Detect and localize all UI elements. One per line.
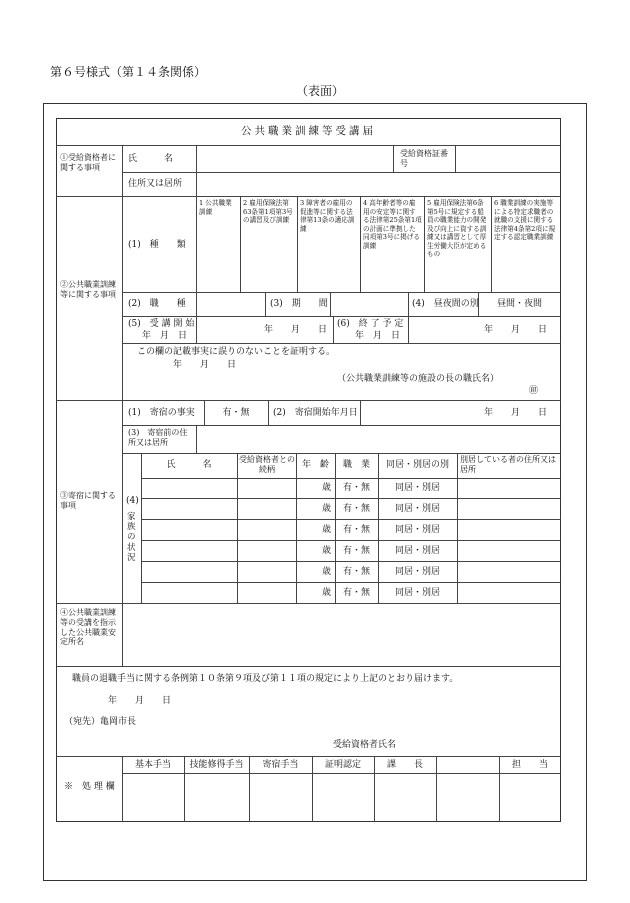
facility-head-label: （公共職業訓練等の施設の長の職氏名） bbox=[337, 374, 500, 384]
start-label: (5) 受 講 開 始 bbox=[128, 319, 195, 329]
start-label-ymd: 年 月 日 bbox=[142, 331, 188, 341]
type-label: (1) 種 類 bbox=[128, 240, 186, 250]
type-option-5[interactable]: 5 雇用保険法第6条第5号に規定する船員の職業能力の開発及び向上に資する訓練又は講習として厚生労働大臣が定めるもの bbox=[427, 199, 487, 259]
family-label: 家族の状況 bbox=[127, 512, 136, 563]
name-label: 氏 名 bbox=[128, 154, 174, 164]
end-date-field[interactable]: 年 月 日 bbox=[484, 325, 548, 335]
cohab-choice[interactable]: 同居・別居 bbox=[394, 567, 440, 577]
lodging-start-date[interactable]: 年 月 日 bbox=[484, 408, 548, 418]
col-cohabitation: 同居・別居の別 bbox=[385, 460, 449, 470]
age-unit: 歳 bbox=[322, 588, 332, 598]
proc-col-staff: 担 当 bbox=[511, 760, 548, 770]
proc-col-chief: 課 長 bbox=[386, 760, 423, 770]
applicant-name-label: 受給資格者氏名 bbox=[333, 740, 397, 750]
job-choice[interactable]: 有・無 bbox=[342, 483, 370, 493]
type-option-2[interactable]: 2 雇用保険法第63条第1項第3号の講習及び訓練 bbox=[243, 199, 293, 225]
end-label-ymd: 年 月 日 bbox=[355, 331, 401, 341]
prev-address-field[interactable] bbox=[197, 426, 560, 452]
job-choice[interactable]: 有・無 bbox=[342, 546, 370, 556]
col-relation: 受給資格者との続柄 bbox=[239, 455, 295, 474]
certify-date[interactable]: 年 月 日 bbox=[173, 360, 237, 370]
start-date-field[interactable]: 年 月 日 bbox=[264, 325, 328, 335]
end-label: (6) 終 了 予 定 bbox=[337, 319, 404, 329]
lodging-start-label: (2) 寄宿開始年月日 bbox=[273, 408, 358, 418]
family-number: (4) bbox=[126, 496, 139, 506]
side-label: （表面） bbox=[296, 84, 345, 98]
applicant-name-field[interactable] bbox=[197, 146, 392, 171]
day-night-choice[interactable]: 昼間・夜間 bbox=[496, 299, 542, 309]
cohab-choice[interactable]: 同居・別居 bbox=[394, 504, 440, 514]
occupation-label: (2) 職 種 bbox=[128, 299, 186, 309]
period-field[interactable] bbox=[331, 293, 407, 315]
job-choice[interactable]: 有・無 bbox=[342, 525, 370, 535]
proc-col-skill: 技能修得手当 bbox=[189, 760, 244, 770]
age-unit: 歳 bbox=[322, 504, 332, 514]
col-age: 年 齢 bbox=[301, 460, 329, 470]
form-number: 第６号様式（第１４条関係） bbox=[50, 65, 207, 79]
period-label: (3) 期 間 bbox=[270, 299, 328, 309]
declaration-date[interactable]: 年 月 日 bbox=[108, 696, 172, 706]
proc-col-certify: 証明認定 bbox=[324, 760, 361, 770]
certify-text: この欄の記載事実に誤りのないことを証明する。 bbox=[137, 347, 336, 357]
type-option-4[interactable]: 4 高年齢者等の雇用の安定等に関する法律第25条第1項の計画に準拠した同項第3号に掲げる訓練 bbox=[363, 199, 422, 250]
cohab-choice[interactable]: 同居・別居 bbox=[394, 483, 440, 493]
lodging-fact-choice[interactable]: 有・無 bbox=[222, 408, 250, 418]
type-option-1[interactable]: 1 公共職業訓練 bbox=[199, 199, 232, 216]
cert-number-label: 受給資格証番 号 bbox=[400, 149, 472, 168]
job-choice[interactable]: 有・無 bbox=[342, 567, 370, 577]
col-job: 職 業 bbox=[342, 460, 370, 470]
prev-address-label: (3) 寄宿前の住所又は居所 bbox=[128, 428, 188, 447]
age-unit: 歳 bbox=[322, 525, 332, 535]
cohab-choice[interactable]: 同居・別居 bbox=[394, 525, 440, 535]
lodging-fact-label: (1) 寄宿の事実 bbox=[128, 408, 195, 418]
age-unit: 歳 bbox=[322, 567, 332, 577]
section4-label: ④公共職業訓練等の受講を指示した公共職業安定所名 bbox=[60, 608, 116, 647]
job-choice[interactable]: 有・無 bbox=[342, 504, 370, 514]
seal-mark: ㊞ bbox=[529, 386, 539, 396]
job-choice[interactable]: 有・無 bbox=[342, 588, 370, 598]
section2-label: ②公共職業訓練等に関する事項 bbox=[60, 280, 116, 299]
col-name: 氏 名 bbox=[166, 460, 212, 470]
section1-label: ①受給資格者に関する事項 bbox=[60, 153, 116, 172]
employment-office-field[interactable] bbox=[123, 604, 560, 665]
day-night-label: (4) 昼夜間の別 bbox=[412, 299, 479, 309]
type-option-6[interactable]: 6 職業訓練の実施等による特定求職者の就職の支援に関する法律第4条第2項に規定する認定職業訓練 bbox=[494, 199, 556, 242]
cohab-choice[interactable]: 同居・別居 bbox=[394, 546, 440, 556]
occupation-field[interactable] bbox=[197, 293, 264, 315]
type-option-3[interactable]: 3 障害者の雇用の促進等に関する法律第13条の適応訓練 bbox=[300, 199, 355, 233]
address-field[interactable] bbox=[197, 173, 560, 195]
proc-col-basic: 基本手当 bbox=[134, 760, 171, 770]
processing-label: ※ 処 理 欄 bbox=[64, 782, 115, 792]
cohab-choice[interactable]: 同居・別居 bbox=[394, 588, 440, 598]
age-unit: 歳 bbox=[322, 483, 332, 493]
addressee: （宛先）亀岡市長 bbox=[64, 717, 137, 727]
section3-label: ③寄宿に関する事項 bbox=[60, 491, 116, 510]
cert-number-field[interactable] bbox=[456, 146, 560, 171]
age-unit: 歳 bbox=[322, 546, 332, 556]
address-label: 住所又は居所 bbox=[128, 179, 183, 189]
form-title: 公共職業訓練等受講届 bbox=[241, 125, 376, 137]
col-separate-address: 別居している者の住所又は居所 bbox=[460, 455, 556, 474]
declaration-text: 職員の退職手当に関する条例第１０条第９項及び第１１項の規定により上記のとおり届けます。 bbox=[72, 674, 459, 684]
proc-col-lodging: 寄宿手当 bbox=[262, 760, 299, 770]
